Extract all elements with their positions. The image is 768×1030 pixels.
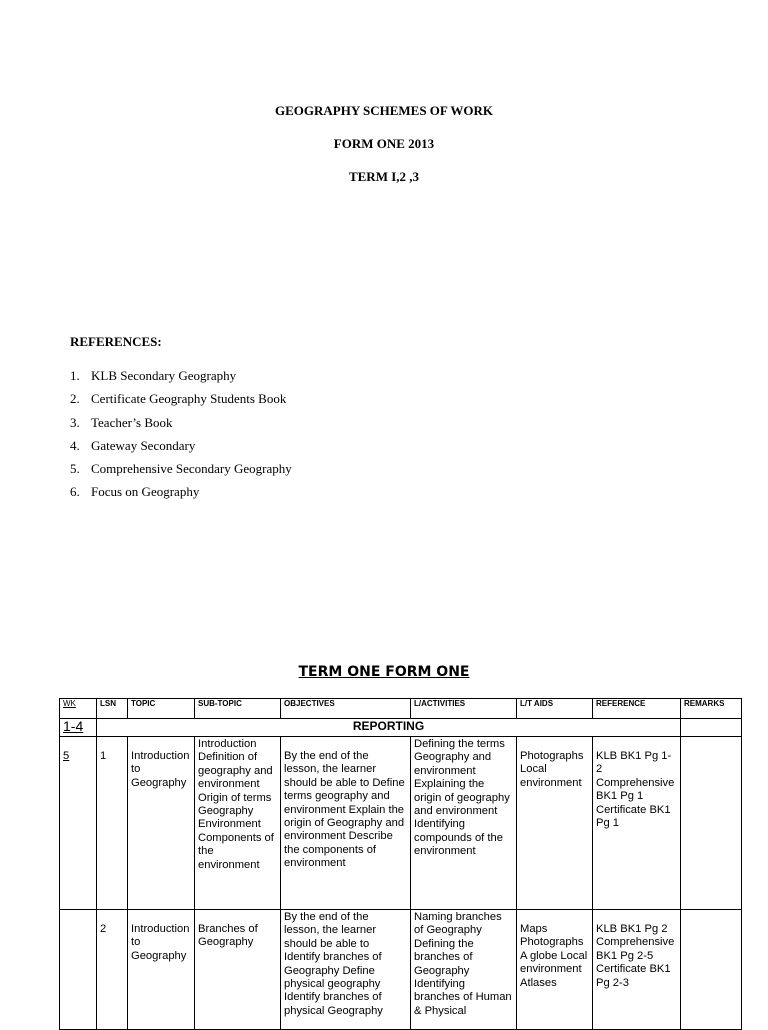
table-row [60, 737, 742, 910]
doc-title: GEOGRAPHY SCHEMES OF WORK [274, 103, 493, 118]
header-remarks: REMARKS [681, 699, 742, 719]
table-header-row [60, 699, 742, 719]
reference-item [70, 367, 292, 390]
reference-text: Certificate Geography Students Book [91, 391, 287, 407]
reference-text: KLB Secondary Geography [91, 368, 237, 383]
reference-number: 6. [70, 484, 80, 500]
lesson-cell: 1 [97, 737, 128, 910]
reference-item [70, 414, 292, 437]
activities-cell: Naming branches of Geography Defining the branches of Geography Identifying branches of Human & Physical [411, 910, 517, 1030]
lesson-cell: 2 [97, 910, 128, 1030]
reference-item [70, 390, 292, 413]
reporting-row [60, 719, 742, 737]
week-cell: 1-4 [60, 719, 97, 737]
reference-number: 3. [70, 414, 80, 430]
subtopic-cell: Introduction Definition of geography and environment Origin of terms Geography Environment Components of the environment [195, 737, 281, 910]
header-objectives: OBJECTIVES [281, 699, 411, 719]
objectives-cell: By the end of the lesson, the learner should be able to Define terms geography and environment Explain the origin of Geography and environment Describe the components of environment [281, 737, 411, 910]
remarks-cell [681, 910, 742, 1030]
header-lsn: LSN [97, 699, 128, 719]
week-cell: 5 [60, 737, 97, 910]
doc-form: FORM ONE 2013 [333, 136, 435, 151]
reference-number: 2. [70, 391, 80, 407]
scheme-table [59, 698, 742, 1030]
header-aids: L/T AIDS [517, 699, 593, 719]
header-activities: L/ACTIVITIES [411, 699, 517, 719]
header-subtopic: SUB-TOPIC [195, 699, 281, 719]
week-cell [60, 910, 97, 1030]
term-title: TERM ONE FORM ONE [298, 664, 470, 680]
references-heading: REFERENCES: [70, 334, 162, 349]
doc-term: TERM I,2 ,3 [348, 169, 420, 184]
reporting-label: REPORTING [97, 719, 681, 737]
reference-text: Gateway Secondary [91, 437, 196, 453]
reference-item [70, 483, 292, 506]
aids-cell: Photographs Local environment [517, 737, 593, 910]
table-row [60, 910, 742, 1030]
reference-text: Comprehensive Secondary Geography [91, 461, 292, 477]
reference-number: 5. [70, 461, 80, 477]
reference-cell: KLB BK1 Pg 1-2 Comprehensive BK1 Pg 1 Certificate BK1 Pg 1 [593, 737, 681, 910]
objectives-cell: By the end of the lesson, the learner should be able to Identify branches of Geography Define physical geography Identify branches of physical Geography [281, 910, 411, 1030]
reference-cell: KLB BK1 Pg 2 Comprehensive BK1 Pg 2-5 Certificate BK1 Pg 2-3 [593, 910, 681, 1030]
remarks-cell [681, 719, 742, 737]
reference-number: 4. [70, 437, 80, 453]
remarks-cell [681, 737, 742, 910]
topic-cell: Introduction to Geography [128, 737, 195, 910]
activities-cell: Defining the terms Geography and environment Explaining the origin of geography and environment Identifying compounds of the environment [411, 737, 517, 910]
header-reference: REFERENCE [593, 699, 681, 719]
topic-cell: Introduction to Geography [128, 910, 195, 1030]
header-wk: WK [60, 699, 97, 719]
reference-item [70, 437, 292, 460]
subtopic-cell: Branches of Geography [195, 910, 281, 1030]
reference-item [70, 460, 292, 483]
references-list [70, 367, 292, 507]
reference-number: 1. [70, 368, 80, 383]
header-topic: TOPIC [128, 699, 195, 719]
reference-text: Teacher’s Book [91, 414, 173, 430]
aids-cell: Maps Photographs A globe Local environment Atlases [517, 910, 593, 1030]
reference-text: Focus on Geography [91, 484, 200, 500]
